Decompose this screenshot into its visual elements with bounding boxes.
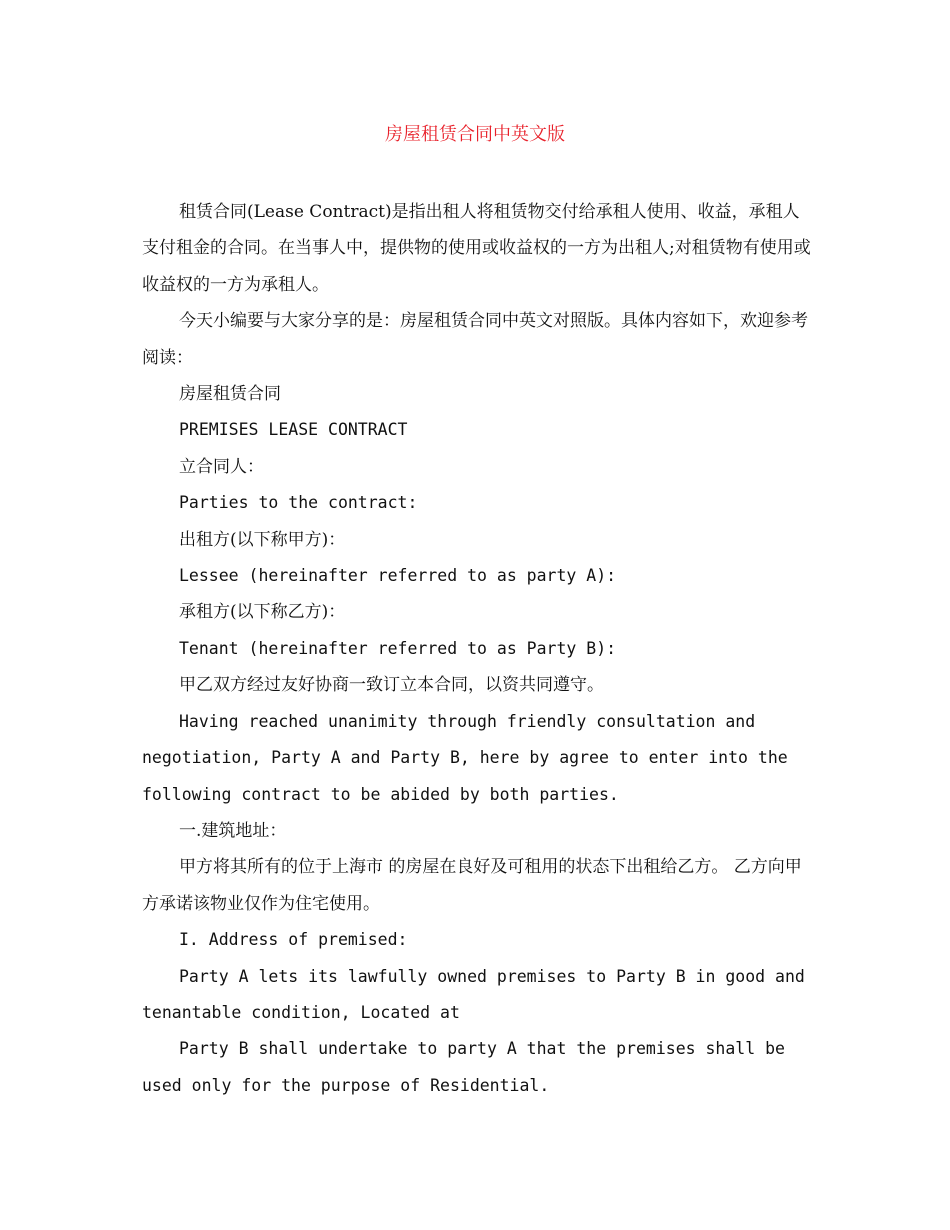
share-paragraph: 今天小编要与大家分享的是：房屋租赁合同中英文对照版。具体内容如下，欢迎参考阅读： — [142, 311, 808, 368]
contract-title-en: PREMISES LEASE CONTRACT — [179, 420, 408, 440]
agreement-cn: 甲乙双方经过友好协商一致订立本合同，以资共同遵守。 — [179, 675, 604, 696]
section-1-usage-en: Party B shall undertake to party A that the premises shall be used only for the purpose of Residential. — [142, 1039, 795, 1095]
agreement-en: Having reached unanimity through friendly consultation and negotiation, Party A and Party B, here by agree to enter into the following contract to be abided by both parties. — [142, 711, 798, 804]
party-b-cn: 承租方(以下称乙方)： — [179, 602, 346, 623]
parties-heading-cn: 立合同人： — [179, 456, 264, 477]
party-a-en: Lessee (hereinafter referred to as party A): — [179, 566, 617, 586]
section-1-heading-cn: 一.建筑地址： — [179, 820, 287, 841]
document-body — [142, 194, 815, 1104]
section-1-body-cn: 甲方将其所有的位于上海市 的房屋在良好及可租用的状态下出租给乙方。 乙方向甲方承诺该物业仅作为住宅使用。 — [142, 857, 802, 914]
party-a-cn: 出租方(以下称甲方)： — [179, 529, 346, 550]
section-1-heading-en: I. Address of premised: — [179, 930, 408, 950]
contract-title-cn: 房屋租赁合同 — [179, 384, 281, 405]
intro-paragraph: 租赁合同(Lease Contract)是指出租人将租赁物交付给承租人使用、收益，承租人支付租金的合同。在当事人中，提供物的使用或收益权的一方为出租人;对租赁物有使用或收益权的一方为承租人。 — [142, 202, 811, 295]
section-1-body-en: Party A lets its lawfully owned premises to Party B in good and tenantable condition, Located at — [142, 966, 815, 1022]
party-b-en: Tenant (hereinafter referred to as Party B): — [179, 638, 617, 658]
parties-heading-en: Parties to the contract: — [179, 493, 418, 513]
document-title: 房屋租赁合同中英文版 — [385, 124, 565, 145]
